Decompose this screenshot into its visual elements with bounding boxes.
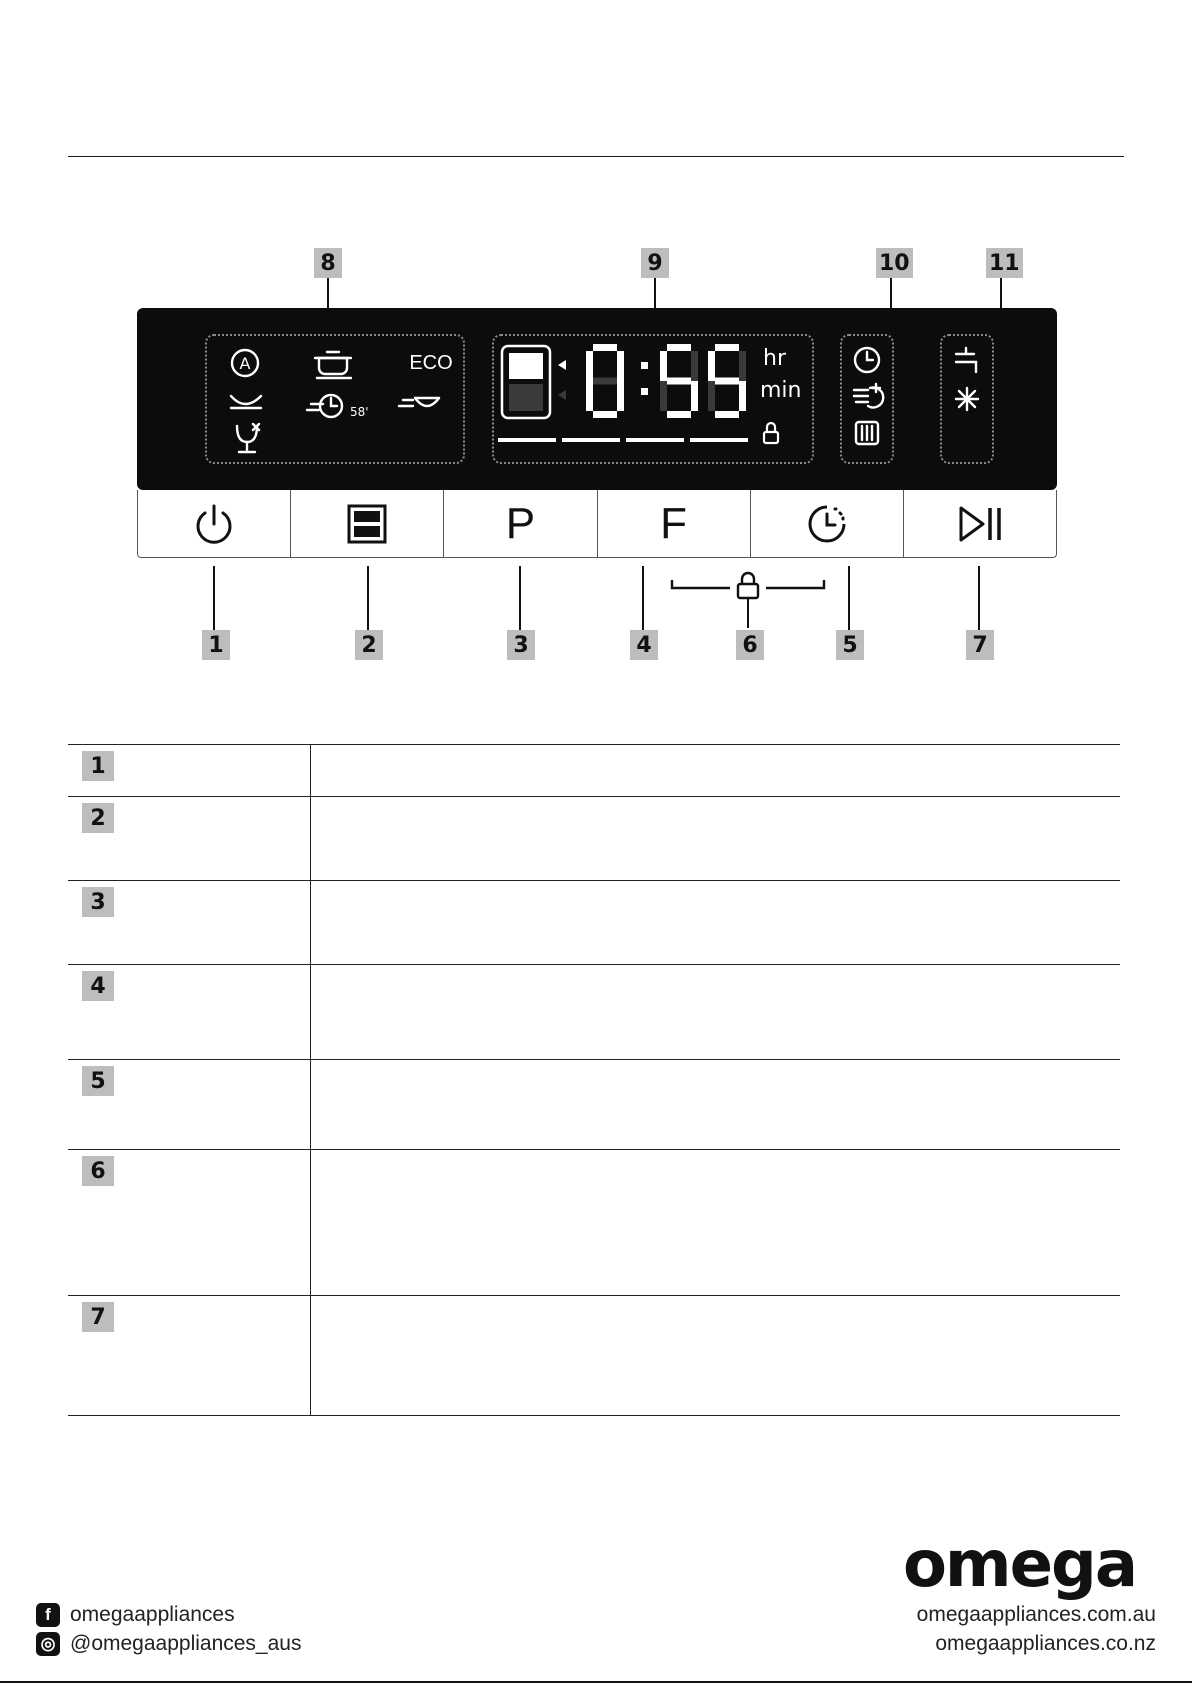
option-indicators [840, 334, 894, 464]
key-badge: 3 [82, 887, 114, 917]
normal-dish-icon [231, 396, 261, 408]
rapid-58-icon [307, 395, 342, 417]
callout-8: 8 [314, 248, 342, 278]
digit-segment [617, 381, 624, 411]
instagram-handle: @omegaappliances_aus [70, 1632, 302, 1655]
brand-logo: omega [902, 1528, 1136, 1602]
instagram-icon: ◎ [36, 1632, 60, 1656]
delay-button[interactable] [751, 490, 904, 558]
facebook-handle: omegaappliances [70, 1603, 235, 1626]
leader-1 [213, 566, 215, 630]
key-badge: 2 [82, 803, 114, 833]
leader-4 [642, 566, 644, 630]
key-badge: 4 [82, 971, 114, 1001]
callout-2: 2 [355, 630, 383, 660]
intensive-pot-icon [315, 352, 351, 378]
rinse-aid-icon [956, 388, 978, 410]
row-description [310, 745, 1120, 797]
table-row [68, 1150, 1120, 1296]
table-row [68, 881, 1120, 965]
eco-label: ECO [409, 352, 453, 374]
control-panel [137, 308, 1057, 490]
header-rule [68, 156, 1124, 157]
half-load-button[interactable] [291, 490, 444, 558]
lower-rack-arrow-icon [558, 390, 566, 400]
play-pause-icon [955, 502, 1005, 546]
key-badge: 1 [82, 751, 114, 781]
half-load-icon [345, 502, 389, 546]
digit-segment [660, 351, 667, 381]
digit-segment [617, 351, 624, 381]
callout-7: 7 [966, 630, 994, 660]
digit-segment [586, 351, 593, 381]
callout-11: 11 [986, 248, 1023, 278]
footer-rule [0, 1681, 1192, 1683]
row-description [310, 1150, 1120, 1296]
leader-3 [519, 566, 521, 630]
digit-segment [593, 344, 617, 351]
digit-segment [667, 411, 691, 418]
table-row [68, 745, 1120, 797]
digit-segment [667, 378, 691, 385]
min-label: min [760, 378, 802, 403]
glass-icon [237, 424, 259, 452]
legend-table [68, 744, 1120, 1416]
facebook-icon: f [36, 1603, 60, 1627]
table-row [68, 1296, 1120, 1416]
upper-rack-arrow-icon [558, 360, 566, 370]
callout-10: 10 [876, 248, 913, 278]
svg-text:A: A [239, 354, 251, 373]
digit-segment [691, 381, 698, 411]
power-button[interactable] [137, 490, 291, 558]
leader-2 [367, 566, 369, 630]
delay-indicator-icon [855, 348, 879, 372]
power-icon [192, 502, 236, 546]
digit-segment [708, 351, 715, 381]
program-button[interactable]: P [444, 490, 597, 558]
website-nz-link[interactable]: omegaappliances.co.nz [935, 1632, 1156, 1655]
key-badge: 7 [82, 1302, 114, 1332]
program-indicators [205, 334, 465, 464]
warning-indicators [940, 334, 994, 464]
callout-3: 3 [507, 630, 535, 660]
digit-segment [708, 381, 715, 411]
row-description [310, 1060, 1120, 1150]
row-description [310, 797, 1120, 881]
start-pause-button[interactable] [904, 490, 1057, 558]
digit-segment [660, 381, 667, 411]
digit-segment [593, 378, 617, 385]
table-row [68, 1060, 1120, 1150]
digit-segment [593, 411, 617, 418]
row-description [310, 965, 1120, 1060]
callout-6: 6 [736, 630, 764, 660]
table-row [68, 797, 1120, 881]
extra-dry-icon [854, 384, 883, 407]
quick-dish-icon [399, 398, 439, 406]
hr-label: hr [763, 346, 786, 371]
digit-segment [691, 351, 698, 381]
digit-segment [667, 344, 691, 351]
water-tap-icon [956, 348, 976, 372]
digital-display [492, 334, 814, 464]
website-au-link[interactable]: omegaappliances.com.au [916, 1603, 1156, 1626]
half-load-indicator-icon [856, 422, 878, 444]
instagram-link[interactable] [36, 1632, 301, 1656]
digit-segment [715, 378, 739, 385]
child-lock-indicator-icon [764, 423, 778, 443]
digit-segment [739, 381, 746, 411]
key-badge: 5 [82, 1066, 114, 1096]
row-description [310, 1296, 1120, 1416]
digit-segment [715, 411, 739, 418]
child-lock-bracket [668, 570, 828, 632]
callout-4: 4 [630, 630, 658, 660]
row-description [310, 881, 1120, 965]
function-button[interactable]: F [598, 490, 751, 558]
callout-9: 9 [641, 248, 669, 278]
digit-segment [715, 344, 739, 351]
facebook-link[interactable] [36, 1603, 235, 1627]
callout-5: 5 [836, 630, 864, 660]
leader-7 [978, 566, 980, 630]
time-digits [586, 344, 746, 418]
button-row [137, 490, 1057, 558]
delay-timer-icon [805, 502, 849, 546]
callout-1: 1 [202, 630, 230, 660]
digit-segment [739, 351, 746, 381]
digit-segment [586, 381, 593, 411]
leader-5 [848, 566, 850, 630]
key-badge: 6 [82, 1156, 114, 1186]
rapid-58-label: 58' [350, 405, 369, 419]
table-row [68, 965, 1120, 1060]
